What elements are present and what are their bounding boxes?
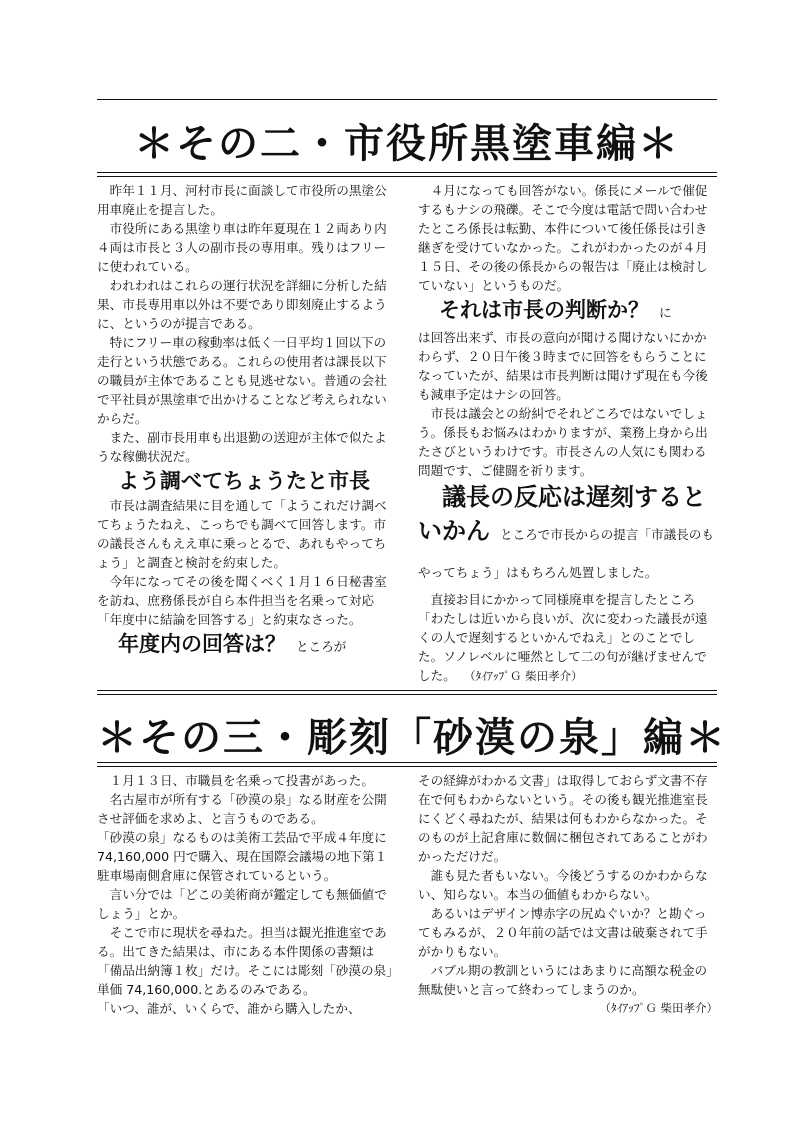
signature: （ﾀｲｱｯﾌﾟＧ 柴田孝介） xyxy=(469,669,583,683)
section3-title-rule-lower xyxy=(97,766,717,767)
paragraph xyxy=(418,590,718,686)
section2-title: ＊その二・市役所黒塗車編＊ xyxy=(134,121,680,167)
section3-rule-lower xyxy=(97,694,717,695)
paragraph: バブル期の教訓というにはあまりに高額な税金の無駄使いと言って終わってしまうのか。 xyxy=(418,963,708,997)
subheading xyxy=(97,629,397,662)
section3-right-column xyxy=(418,771,718,1018)
section2-left-column xyxy=(97,181,397,662)
section3-left-column xyxy=(97,771,397,1018)
paragraph: は回答出来ず、市長の意向が聞ける聞けないにかかわらず、２０日午後３時までに回答をもらうことになっていたが、結果は市長判断は聞けず現在も今後も減車予定はナシの回答。 xyxy=(418,330,708,402)
paragraph: １月１３日、市職員を名乗って投書があった。 xyxy=(109,773,374,788)
paragraph: ４月になっても回答がない。係長にメールで催促するもナシの飛礫。そこで今度は電話で問い合わせたところ係長は転勤、本件について後任係長は引き継ぎを受けていなかった。これがわかったのが４月１５日、その後の係長からの報告は「廃止は検討していない」というものだ。 xyxy=(418,183,708,293)
paragraph: われわれはこれらの運行状況を詳細に分析した結果、市長専用車以外は不要であり即刻廃止するように、というのが提言である。 xyxy=(97,278,387,331)
paragraph: 市長は調査結果に目を通して「ようこれだけ調べてちょうたねえ、こっちでも調べて回答します。市の議長さんもええ車に乗っとるで、あれもやってちょう」と調査と検討を約束した。 xyxy=(97,498,387,570)
paragraph: そこで市に現状を尋ねた。担当は観光推進室である。出てきた結果は、市にある本件関係の書類は「備品出納簿１枚」だけ。そこには彫刻「砂漠の泉」単価 74,160,000.とあるのみである。 xyxy=(97,925,393,997)
section2-title-rule-upper xyxy=(97,172,717,173)
paragraph: 「いつ、誰が、いくらで、誰から購入したか、 xyxy=(97,1001,361,1016)
section2-right-column xyxy=(418,181,718,686)
paragraph: 名古屋市が所有する「砂漠の泉」なる財産を公開させ評価を求めよ、と言うものである。 xyxy=(97,792,387,826)
subheading-tail: に xyxy=(659,305,672,320)
subheading-text: それは市長の判断か？ xyxy=(439,298,649,322)
paragraph: 今年になってその後を聞くべく１月１６日秘書室を訪ね、庶務係長が自ら本件担当を名乗って対応「年度中に結論を回答する」と約束なさった。 xyxy=(97,574,387,627)
paragraph: 「砂漠の泉」なるものは美術工芸品で平成４年度に 74,160,000 円で購入、現在国際会議場の地下第１駐車場南側倉庫に保管されているという。 xyxy=(97,830,388,883)
section3-title: ＊その三・彫刻「砂漠の泉」編＊ xyxy=(97,715,727,761)
section3-title-rule-upper xyxy=(97,762,717,763)
paragraph: あるいはデザイン博赤字の尻ぬぐいか？と勘ぐってもみるが、２０年前の話では文書は破棄されて手がかりもない。 xyxy=(418,906,708,959)
section3-rule-upper xyxy=(97,690,717,691)
paragraph: 言い分では「どこの美術商が鑑定しても無価値でしょう」とか。 xyxy=(97,887,387,921)
subheading-text: 年度内の回答は？ xyxy=(118,632,286,656)
signature: （ﾀｲｱｯﾌﾟＧ 柴田孝介） xyxy=(599,1001,718,1015)
paragraph: 市役所にある黒塗り車は昨年夏現在１２両あり内４両は市長と３人の副市長の専用車。残りはフリーに使われている。 xyxy=(97,221,387,274)
paragraph: また、副市長用車も出退勤の送迎が主体で似たような稼働状況だ。 xyxy=(97,430,387,464)
paragraph: 昨年１１月、河村市長に面談して市役所の黒塗公用車廃止を提言した。 xyxy=(97,183,387,217)
subheading: よう調べてちょうたと市長 xyxy=(118,469,370,493)
subheading-text: 議長の反応は遅刻するといかん xyxy=(418,483,706,545)
subheading xyxy=(418,480,718,590)
paragraph-text: 直接お目にかかって同様廃車を提言したところ「わたしは近いから良いが、次に変わった議長が遠くの人で遅刻するといかんでねえ」とのことでした。ソノレベルに唖然として二の句が継げませんでした。 xyxy=(418,592,708,683)
top-rule xyxy=(97,99,717,100)
section2-title-rule-lower xyxy=(97,176,717,177)
paragraph: 市長は議会との紛糾でそれどころではないでしょう。係長もお悩みはわかりますが、業務上身から出たさびというわけです。市長さんの人気にも関わる問題です、ご健闘を祈ります。 xyxy=(418,406,708,478)
subheading-tail: ところで市長からの提言「市議長のもやってちょう」はもちろん処置しました。 xyxy=(418,527,714,580)
paragraph: 特にフリー車の稼動率は低く一日平均１回以下の走行という状態である。これらの使用者は課長以下の職員が主体であることも見逃せない。普通の会社で平社員が黒塗車で出かけることなど考えられないからだ。 xyxy=(97,335,387,426)
paragraph: 誰も見た者もいない。今後どうするのかわからない、知らない。本当の価値もわからない。 xyxy=(418,868,708,902)
paragraph: その経緯がわかる文書」は取得しておらず文書不存在で何もわからないという。その後も観光推進室長にくどく尋ねたが、結果は何もわからなかった。そのものが上記倉庫に数個に梱包されてあることがわかっただけだ。 xyxy=(418,773,708,864)
subheading-tail: ところが xyxy=(296,639,347,654)
subheading xyxy=(418,295,718,328)
